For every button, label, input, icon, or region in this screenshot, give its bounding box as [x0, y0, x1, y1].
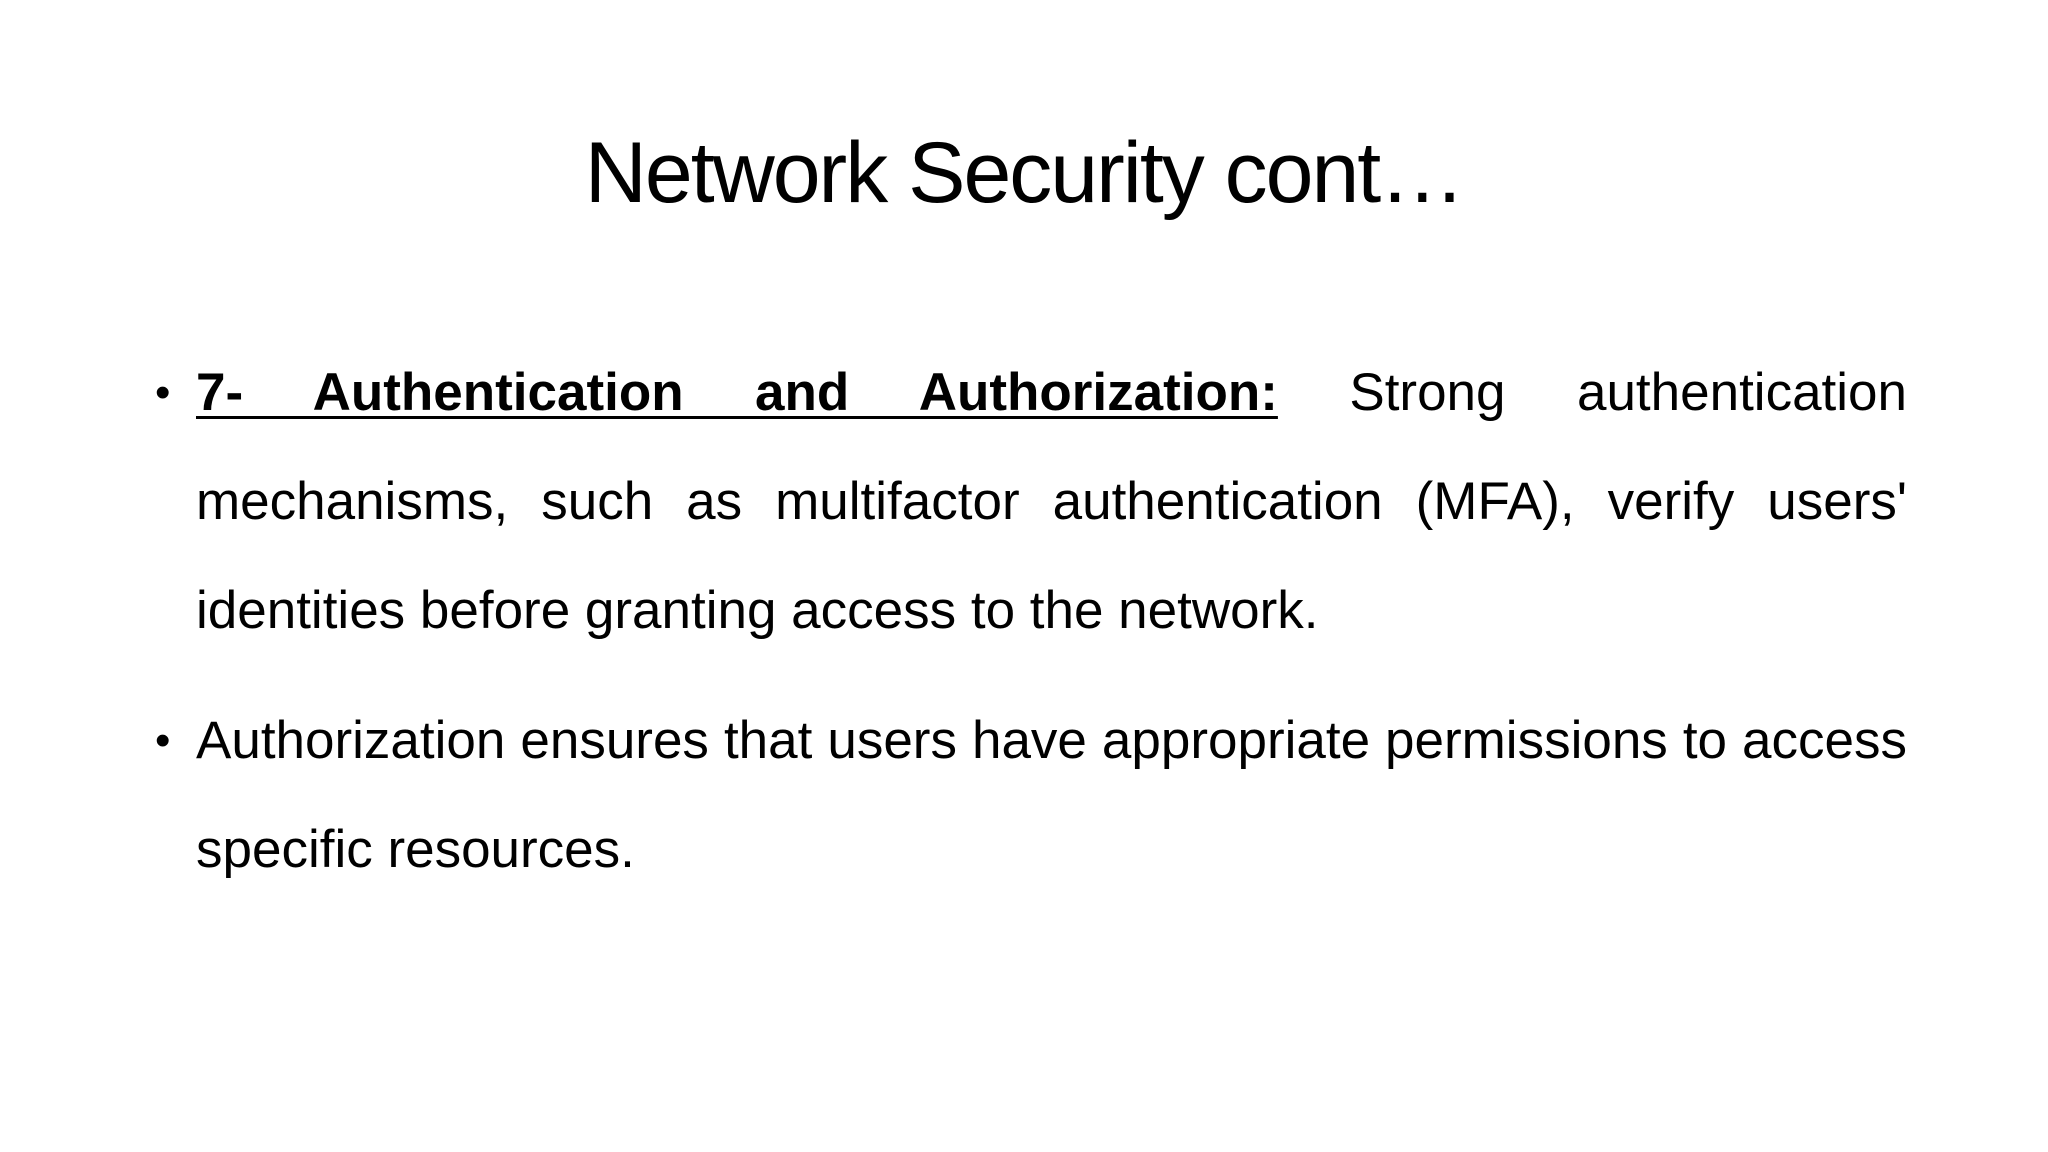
- bullet-list: [155, 338, 1907, 904]
- bullet-item-authentication: [155, 338, 1907, 665]
- bullet-item-authorization: [155, 686, 1907, 904]
- bullet-heading: 7- Authentication and Authorization:: [196, 363, 1278, 422]
- bullet-text: Strong authentication mechanisms, such as multifactor authentication (MFA), verify users' identities before granting access to the network.: [196, 363, 1907, 640]
- bullet-dot-icon: •: [155, 368, 171, 417]
- slide-title: Network Security cont…: [584, 125, 1464, 221]
- bullet-dot-icon: •: [155, 716, 171, 765]
- bullet-text: Authorization ensures that users have appropriate permissions to access specific resources.: [196, 711, 1907, 879]
